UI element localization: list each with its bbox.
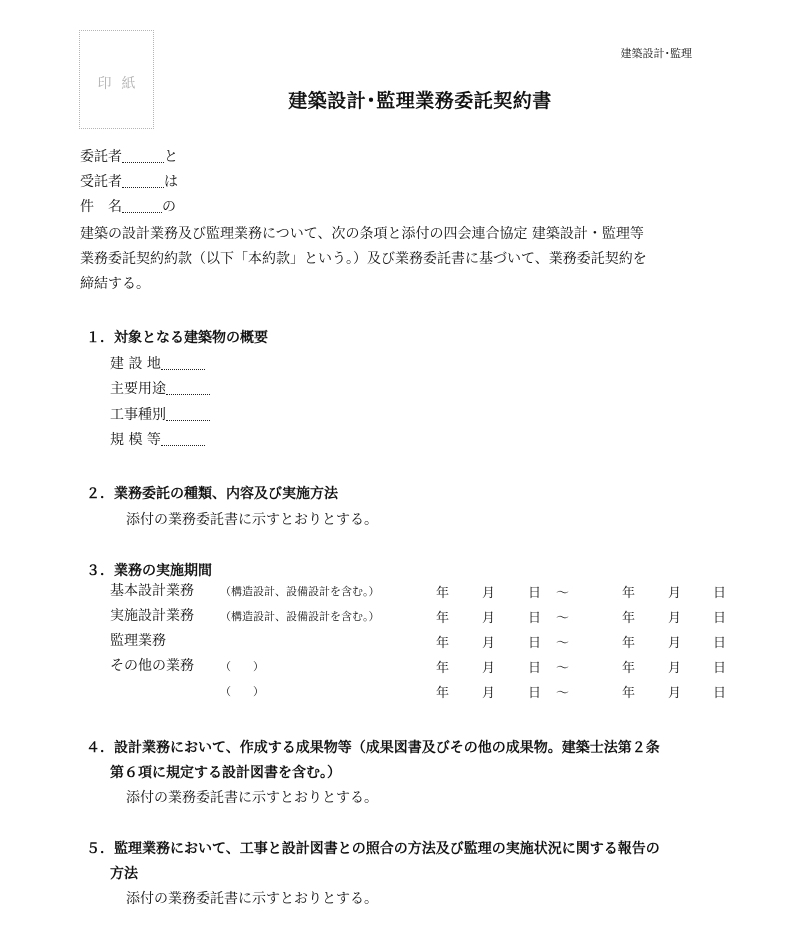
client-label: 委託者: [80, 149, 122, 165]
period-row-label: 実施設計業務: [110, 608, 194, 624]
end-year: 年: [622, 661, 636, 676]
start-day: 日: [528, 686, 542, 701]
section2-heading: ２．業務委託の種類、内容及び実施方法: [86, 486, 338, 502]
page-title: 建築設計･監理業務委託契約書: [288, 90, 552, 112]
section1-item: [110, 429, 205, 449]
stamp-label: 印紙: [97, 76, 146, 92]
end-year: 年: [622, 586, 636, 601]
range-tilde: 〜: [556, 586, 570, 601]
end-year: 年: [622, 611, 636, 626]
end-day: 日: [713, 611, 727, 626]
project-line: [80, 196, 176, 216]
section5-heading-line2: 方法: [110, 866, 138, 882]
start-year: 年: [436, 636, 450, 651]
period-row-note: （ ）: [220, 685, 264, 698]
project-blank: [122, 211, 162, 213]
start-year: 年: [436, 686, 450, 701]
section1-heading: １．対象となる建築物の概要: [86, 330, 268, 346]
item-label-use: 主要用途: [110, 381, 166, 397]
work-type-blank: [166, 419, 210, 421]
intro-line-2: 業務委託契約約款（以下「本約款」という。）及び業務委託書に基づいて、業務委託契約を: [80, 251, 647, 267]
section5-body: 添付の業務委託書に示すとおりとする。: [126, 891, 378, 907]
section1-item: [110, 404, 210, 424]
period-row-label: 監理業務: [110, 633, 166, 649]
range-tilde: 〜: [556, 661, 570, 676]
item-label-site: 建 設 地: [110, 356, 161, 372]
intro-line-3: 締結する。: [80, 276, 150, 292]
start-year: 年: [436, 611, 450, 626]
section4-heading-line1: ４．設計業務において、作成する成果物等（成果図書及びその他の成果物。建築士法第２条: [86, 740, 660, 756]
end-month: 月: [668, 586, 682, 601]
section1-item: [110, 378, 210, 398]
end-month: 月: [668, 661, 682, 676]
start-month: 月: [482, 636, 496, 651]
project-suffix: の: [162, 199, 176, 215]
end-year: 年: [622, 636, 636, 651]
contractor-blank: [122, 186, 164, 188]
item-label-scale: 規 模 等: [110, 432, 161, 448]
section5-heading-line1: ５．監理業務において、工事と設計図書との照合の方法及び監理の実施状況に関する報告の: [86, 841, 660, 857]
section1-item: [110, 353, 205, 373]
period-row-note: （構造設計、設備設計を含む。）: [220, 610, 380, 623]
use-blank: [166, 393, 210, 395]
intro-line-1: 建築の設計業務及び監理業務について、次の条項と添付の四会連合協定 建築設計・監理等: [80, 226, 644, 242]
range-tilde: 〜: [556, 636, 570, 651]
section2-body: 添付の業務委託書に示すとおりとする。: [126, 512, 378, 528]
revenue-stamp-box: [79, 30, 154, 129]
range-tilde: 〜: [556, 611, 570, 626]
range-tilde: 〜: [556, 686, 570, 701]
start-month: 月: [482, 586, 496, 601]
start-day: 日: [528, 611, 542, 626]
end-month: 月: [668, 611, 682, 626]
period-row-note: （ ）: [220, 660, 264, 673]
client-suffix: と: [164, 149, 178, 165]
start-year: 年: [436, 661, 450, 676]
start-year: 年: [436, 586, 450, 601]
section3-heading: ３．業務の実施期間: [86, 563, 212, 579]
end-day: 日: [713, 636, 727, 651]
project-label: 件 名: [80, 199, 122, 215]
end-month: 月: [668, 636, 682, 651]
contractor-label: 受託者: [80, 174, 122, 190]
start-month: 月: [482, 686, 496, 701]
end-year: 年: [622, 686, 636, 701]
start-day: 日: [528, 636, 542, 651]
end-day: 日: [713, 661, 727, 676]
section4-heading-line2: 第６項に規定する設計図書を含む。）: [110, 765, 341, 781]
client-blank: [122, 161, 164, 163]
item-label-work-type: 工事種別: [110, 407, 166, 423]
period-row-note: （構造設計、設備設計を含む。）: [220, 585, 380, 598]
start-day: 日: [528, 586, 542, 601]
end-month: 月: [668, 686, 682, 701]
start-month: 月: [482, 661, 496, 676]
site-blank: [161, 368, 205, 370]
contractor-line: [80, 171, 178, 191]
end-day: 日: [713, 586, 727, 601]
contractor-suffix: は: [164, 174, 178, 190]
corner-label: 建築設計･監理: [620, 47, 692, 60]
start-month: 月: [482, 611, 496, 626]
section4-body: 添付の業務委託書に示すとおりとする。: [126, 790, 378, 806]
period-row-label: その他の業務: [110, 658, 194, 674]
scale-blank: [161, 444, 205, 446]
start-day: 日: [528, 661, 542, 676]
client-line: [80, 146, 178, 166]
end-day: 日: [713, 686, 727, 701]
period-row-label: 基本設計業務: [110, 583, 194, 599]
